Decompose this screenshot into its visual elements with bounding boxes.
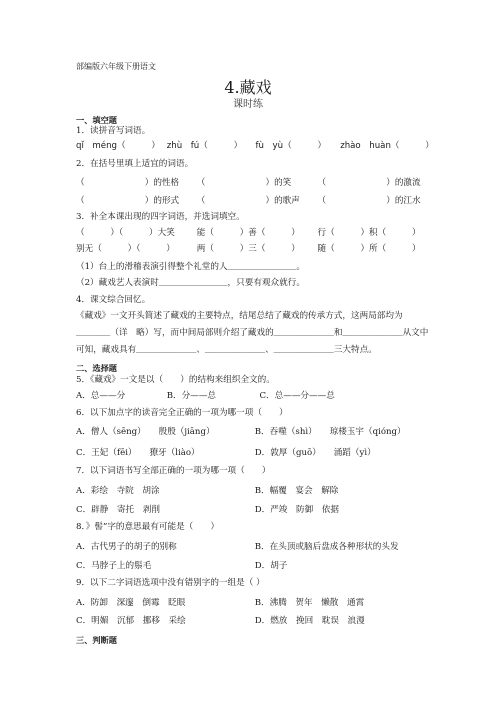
- option-c: C．明媚 沉郁 挪移 采绘: [76, 616, 186, 626]
- page-title: 4.藏戏: [224, 78, 272, 97]
- question-3: 3．补全本课出现的四字词语，并选词填空。: [76, 212, 245, 222]
- question-9: 9．以下二字词语选项中没有错别字的一组是（ ）: [76, 578, 265, 588]
- option-b: B．沸腾 贺年 懒散 通霄: [254, 598, 365, 608]
- question-7-options-row-1: [76, 485, 338, 497]
- option-c: C．马脖子上的鬃毛: [76, 561, 152, 571]
- question-6-options-row-1: [76, 426, 406, 438]
- option-b: B．分——总: [166, 391, 217, 401]
- question-2-row-1: [76, 177, 421, 189]
- question-1: 1．读拼音写词语。: [76, 126, 151, 136]
- question-7: 7．以下词语书写全部正确的一项为哪一项（ ）: [76, 466, 271, 476]
- idiom-item: 别无（ ）（ ）: [76, 244, 175, 254]
- question-6-options-row-2: [76, 447, 376, 459]
- question-9-options-row-1: [76, 597, 364, 609]
- question-6: 6．以下加点字的读音完全正确的一项为哪一项（ ）: [76, 408, 288, 418]
- idiom-item: （ ）（ ）大笑: [76, 228, 175, 238]
- question-8-options-row-1: [76, 541, 399, 553]
- option-d: D．严竣 防御 依据: [254, 505, 339, 515]
- page-header: 部编版六年级下册语文: [76, 62, 156, 71]
- question-3-sentence-2: （2）藏戏艺人表演时＿＿＿＿＿＿＿＿，只要有观众就行。: [76, 278, 305, 288]
- pinyin-item: fù yù（ ）: [255, 141, 327, 151]
- question-3-sentence-1: （1）台上的滑稽表演引得整个礼堂的人＿＿＿＿＿＿＿＿。: [76, 262, 305, 272]
- page-subtitle: 课时练: [233, 99, 263, 110]
- question-8: 8．》髻”字的意思最有可能是（ ）: [76, 522, 220, 532]
- pinyin-item: zhào huàn（ ）: [340, 141, 434, 151]
- question-4-line-2: ＿＿＿＿（详 略）写，而中间局部则介绍了藏戏的＿＿＿＿＿＿＿和＿＿＿＿＿＿＿从文中: [76, 328, 429, 338]
- question-7-options-row-2: [76, 504, 339, 516]
- option-d: D．燃放 挽回 耽误 浪漫: [254, 616, 365, 626]
- section-choice: 二、选择题: [76, 363, 117, 373]
- idiom-item: 行（ ）积（ ）: [317, 228, 421, 238]
- blank-item: （ ）的形式: [76, 196, 180, 206]
- pinyin-item: zhù fú（ ）: [166, 141, 243, 151]
- question-8-options-row-2: [76, 560, 287, 572]
- question-5: 5．《藏戏》一文是以（ ）的结构来组织全文的。: [76, 375, 275, 385]
- idiom-item: 能（ ）善（ ）: [196, 228, 300, 238]
- pinyin-item: qǐ méng（ ）: [76, 141, 160, 151]
- option-c: C．总——分——总: [259, 391, 335, 401]
- question-2-row-2: [76, 195, 421, 207]
- question-4: 4．课文综合回忆。: [76, 295, 151, 305]
- option-d: D．胡子: [254, 561, 288, 571]
- option-a: A．古代男子的胡子的别称: [76, 542, 177, 552]
- option-c: C．王妃（fēi） 獠牙（liào）: [76, 448, 200, 458]
- question-3-row-1: [76, 227, 421, 239]
- question-1-items: [76, 140, 434, 152]
- section-fill-in: 一、填空题: [76, 115, 117, 125]
- question-5-options: [76, 390, 335, 402]
- option-b: B．在头顶或脑后盘成各种形状的头发: [254, 542, 399, 552]
- option-b: B．吞噬（shì） 琼楼玉宇（qióng）: [254, 427, 406, 437]
- option-a: A．彩绘 寺院 胡涂: [76, 486, 160, 496]
- blank-item: （ ）的笑: [196, 178, 292, 188]
- idiom-item: 随（ ）所（ ）: [317, 244, 421, 254]
- option-b: B．幅覆 宴会 解除: [254, 486, 339, 496]
- question-9-options-row-2: [76, 615, 365, 627]
- blank-item: （ ）的江水: [317, 196, 421, 206]
- question-3-row-2: [76, 243, 421, 255]
- option-a: A．总——分: [76, 391, 126, 401]
- section-true-false: 三、判断题: [76, 635, 117, 645]
- blank-item: （ ）的性格: [76, 178, 180, 188]
- option-a: A．僧人（sēng） 殷殷（jiāng）: [76, 427, 215, 437]
- blank-item: （ ）的歌声: [196, 196, 300, 206]
- idiom-item: 两（ ）三（ ）: [196, 244, 300, 254]
- option-c: C．辟静 寄托 剥削: [76, 505, 160, 515]
- option-a: A．防卸 深邃 倒霉 眨眼: [76, 598, 186, 608]
- option-d: D．敦厚（guō） 涌蹈（yì）: [254, 448, 376, 458]
- question-4-line-3: 可知，藏戏具有＿＿＿＿＿＿＿、＿＿＿＿＿＿＿、＿＿＿＿＿＿＿三大特点。: [76, 345, 377, 355]
- question-2: 2．在括号里填上适宜的词语。: [76, 159, 194, 169]
- blank-item: （ ）的激流: [317, 178, 421, 188]
- question-4-line-1: 《藏戏》一文开头简述了藏戏的主要特点，结尾总结了藏戏的传承方式，这两局部均为: [76, 311, 403, 321]
